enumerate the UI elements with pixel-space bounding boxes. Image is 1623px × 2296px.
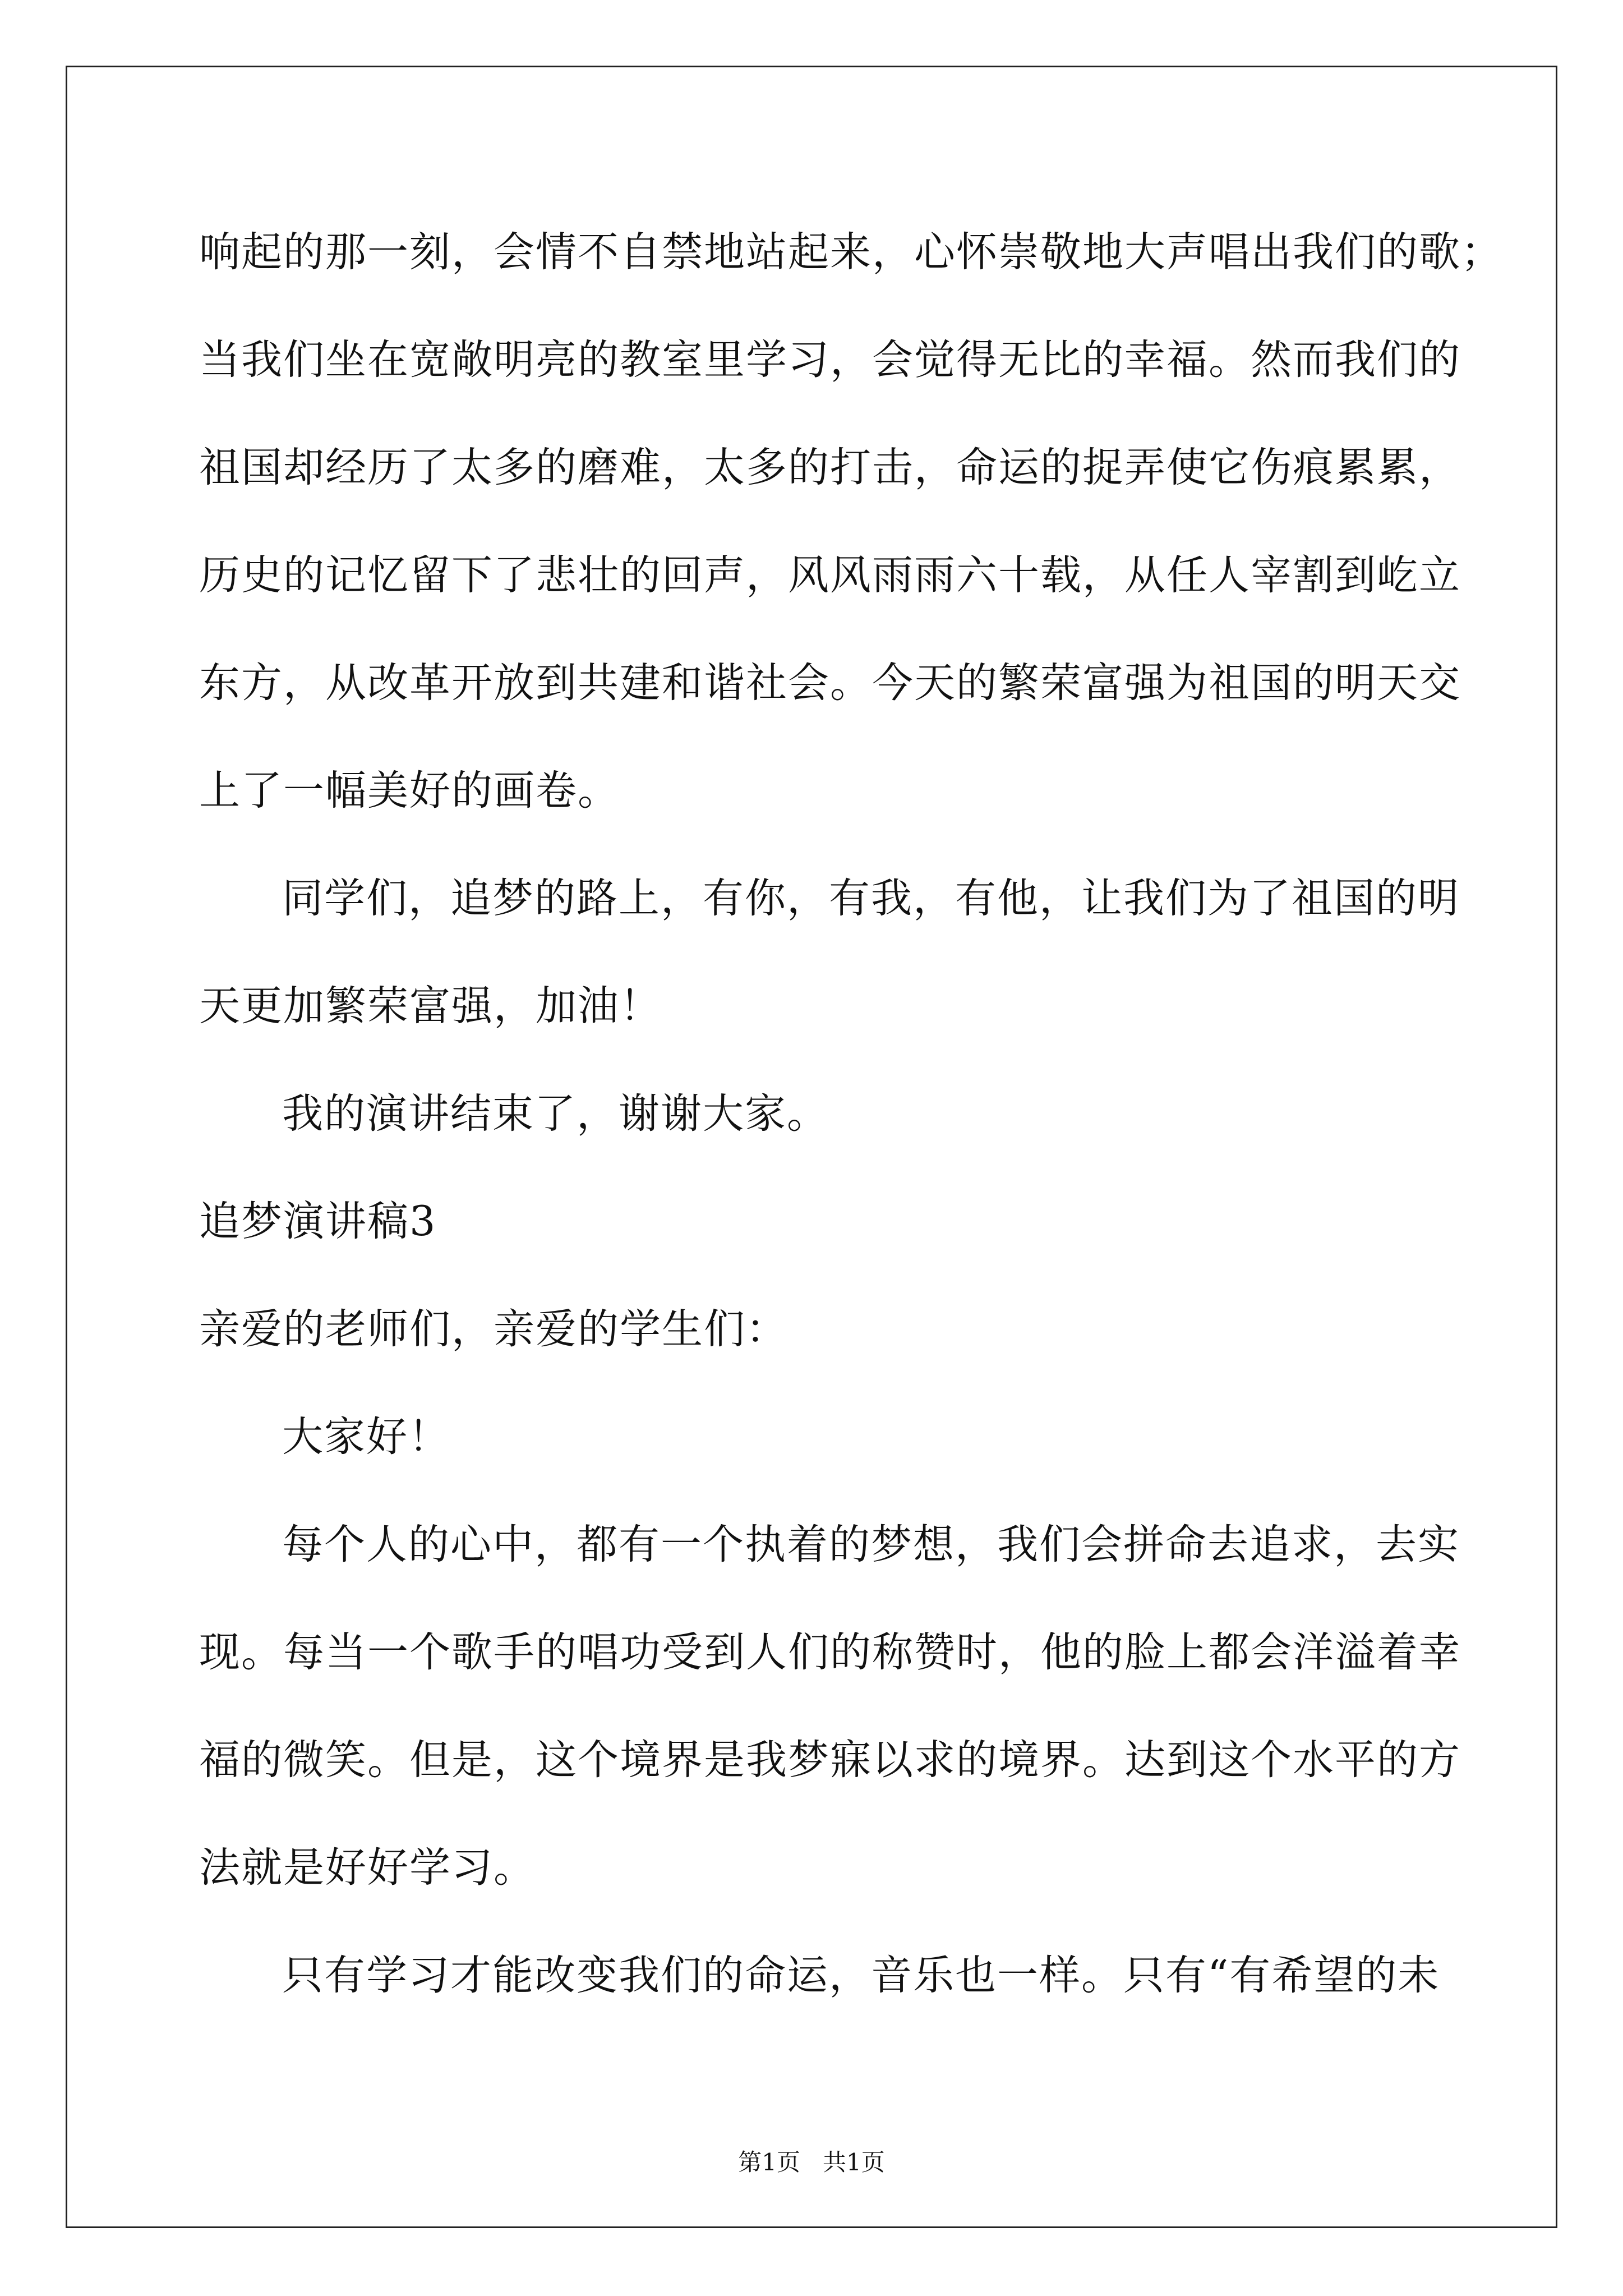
paragraph-line: 只有学习才能改变我们的命运，音乐也一样。只有“有希望的未 <box>282 1952 1440 1999</box>
paragraph-line: 天更加繁荣富强，加油！ <box>199 982 662 1030</box>
paragraph-line: 每个人的心中，都有一个执着的梦想，我们会拼命去追求，去实 <box>282 1521 1460 1568</box>
paragraph-line: 东方，从改革开放到共建和谐社会。今天的繁荣富强为祖国的明天交 <box>199 659 1461 707</box>
section-heading: 追梦演讲稿3 <box>199 1198 437 1245</box>
page-footer: 第1页 共1页 <box>738 2148 885 2176</box>
paragraph-line: 上了一幅美好的画卷。 <box>199 767 620 815</box>
document-body <box>199 219 1503 2050</box>
paragraph-line: 历史的记忆留下了悲壮的回声，风风雨雨六十载，从任人宰割到屹立 <box>199 551 1461 599</box>
paragraph-line: 当我们坐在宽敞明亮的教室里学习，会觉得无比的幸福。然而我们的 <box>199 336 1461 384</box>
paragraph-line: 现。每当一个歌手的唱功受到人们的称赞时，他的脸上都会洋溢着幸 <box>199 1628 1461 1676</box>
salutation: 亲爱的老师们，亲爱的学生们： <box>199 1305 788 1353</box>
greeting: 大家好！ <box>282 1413 450 1461</box>
paragraph-line: 福的微笑。但是，这个境界是我梦寐以求的境界。达到这个水平的方 <box>199 1736 1461 1784</box>
paragraph-line: 同学们，追梦的路上，有你，有我，有他，让我们为了祖国的明 <box>282 875 1460 922</box>
paragraph-line: 法就是好好学习。 <box>199 1844 536 1892</box>
paragraph-line: 我的演讲结束了，谢谢大家。 <box>282 1090 829 1138</box>
paragraph-line: 响起的那一刻，会情不自禁地站起来，心怀崇敬地大声唱出我们的歌； <box>199 228 1503 276</box>
paragraph-line: 祖国却经历了太多的磨难，太多的打击，命运的捉弄使它伤痕累累， <box>199 444 1461 491</box>
